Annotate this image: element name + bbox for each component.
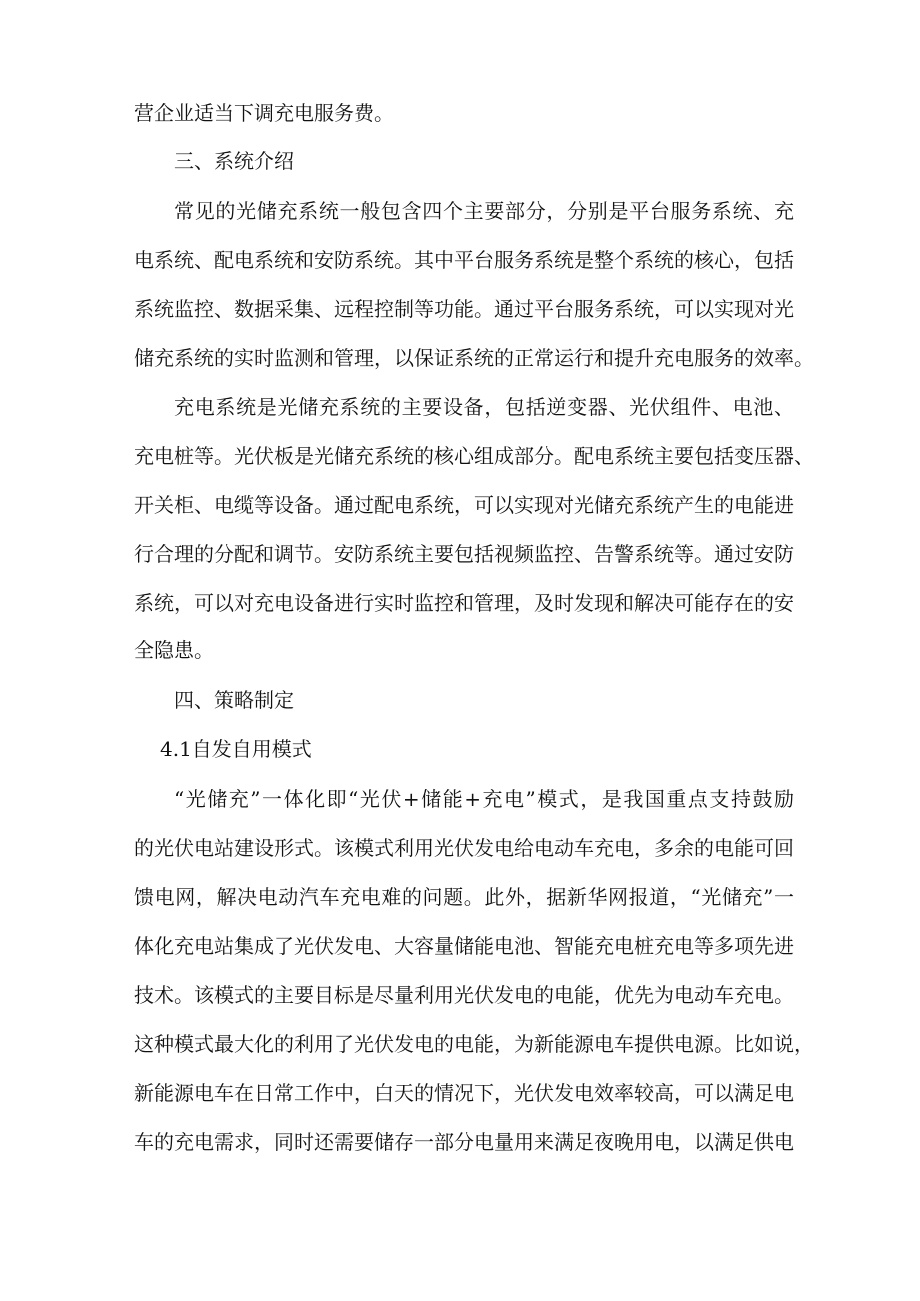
paragraph-line: 技术。该模式的主要目标是尽量利用光伏发电的电能，优先为电动车充电。 bbox=[134, 983, 794, 1007]
paragraph-line: 行合理的分配和调节。安防系统主要包括视频监控、告警系统等。通过安防 bbox=[134, 542, 794, 566]
paragraph-line: “光储充”一体化即“光伏+储能+充电”模式，是我国重点支持鼓励 bbox=[174, 787, 794, 811]
section-heading-strategy: 四、策略制定 bbox=[174, 688, 294, 712]
paragraph-line: 的光伏电站建设形式。该模式利用光伏发电给电动车充电，多余的电能可回 bbox=[134, 836, 794, 860]
paragraph-line: 充电系统是光储充系统的主要设备，包括逆变器、光伏组件、电池、 bbox=[174, 395, 794, 419]
paragraph-line: 全隐患。 bbox=[134, 638, 214, 662]
paragraph-line: 开关柜、电缆等设备。通过配电系统，可以实现对光储充系统产生的电能进 bbox=[134, 493, 794, 517]
paragraph-line: 储充系统的实时监测和管理，以保证系统的正常运行和提升充电服务的效率。 bbox=[134, 346, 814, 370]
paragraph-line: 馈电网，解决电动汽车充电难的问题。此外，据新华网报道，“光储充”一 bbox=[134, 885, 794, 909]
paragraph-line: 充电桩等。光伏板是光储充系统的核心组成部分。配电系统主要包括变压器、 bbox=[134, 444, 814, 468]
paragraph-line: 新能源电车在日常工作中，白天的情况下，光伏发电效率较高，可以满足电 bbox=[134, 1081, 794, 1105]
paragraph-line: 系统监控、数据采集、远程控制等功能。通过平台服务系统，可以实现对光 bbox=[134, 297, 794, 321]
section-heading-system-intro: 三、系统介绍 bbox=[174, 149, 294, 173]
subsection-heading-self-use-mode: 4.1自发自用模式 bbox=[160, 737, 312, 761]
paragraph-line: 常见的光储充系统一般包含四个主要部分，分别是平台服务系统、充 bbox=[174, 199, 794, 223]
paragraph-line: 车的充电需求，同时还需要储存一部分电量用来满足夜晚用电，以满足供电 bbox=[134, 1130, 794, 1154]
paragraph-line: 这种模式最大化的利用了光伏发电的电能，为新能源电车提供电源。比如说， bbox=[134, 1032, 814, 1056]
paragraph-line: 体化充电站集成了光伏发电、大容量储能电池、智能充电桩充电等多项先进 bbox=[134, 934, 794, 958]
paragraph-line: 系统，可以对充电设备进行实时监控和管理，及时发现和解决可能存在的安 bbox=[134, 591, 794, 615]
paragraph-line: 电系统、配电系统和安防系统。其中平台服务系统是整个系统的核心，包括 bbox=[134, 248, 794, 272]
paragraph-line: 营企业适当下调充电服务费。 bbox=[134, 101, 394, 125]
